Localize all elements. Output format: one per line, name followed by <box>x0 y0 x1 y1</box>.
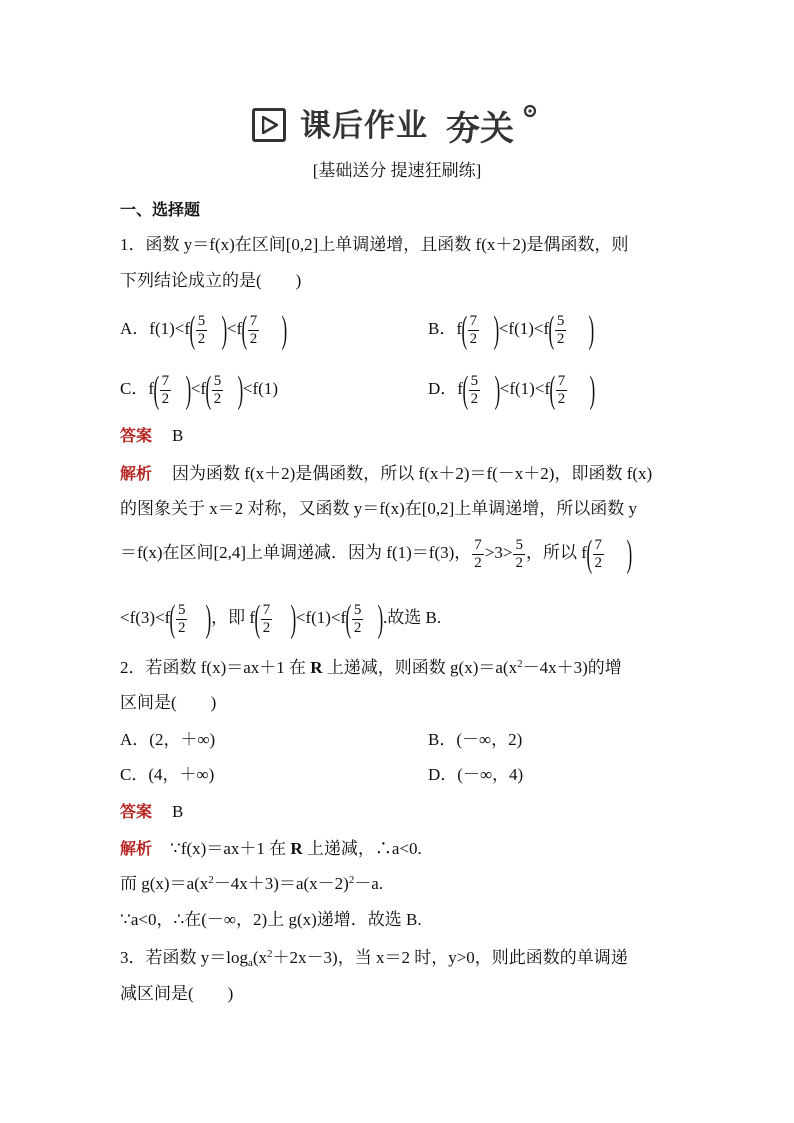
math-text: 7 <box>469 312 478 329</box>
analysis-label: 解析 <box>120 464 153 483</box>
math-text: ( <box>169 598 176 641</box>
math-text: f <box>544 379 551 398</box>
math-text: f <box>456 319 463 338</box>
math-text: < <box>498 319 509 338</box>
math-text: ) <box>281 309 288 352</box>
math-text: 5 <box>213 372 222 389</box>
fraction <box>261 602 273 637</box>
analysis-text: .故选 B. <box>383 608 442 627</box>
stem-text: ＋2x－3)，当 x＝2 时，y>0，则此函数的单调递 <box>272 948 628 967</box>
option-label: D． <box>428 379 458 398</box>
math-text: 2 <box>213 390 222 407</box>
math-text: ( <box>549 369 556 412</box>
answer-label: 答案 <box>120 426 153 445</box>
q1-option-b <box>428 309 594 350</box>
math-text: 2 <box>469 330 478 347</box>
analysis-text: <f(3)<f <box>120 608 171 627</box>
math-text: 5 <box>197 312 206 329</box>
stem-text: －4x＋3)的增 <box>522 658 622 677</box>
fraction <box>352 602 364 637</box>
math-text: 2 <box>249 330 258 347</box>
fraction <box>593 537 605 572</box>
fraction <box>176 602 188 637</box>
math-text: f <box>148 379 155 398</box>
stem-text: (x <box>252 948 268 967</box>
q2-analysis-line1 <box>120 837 422 861</box>
math-text: ) <box>493 309 500 352</box>
math-text: 7 <box>262 601 271 618</box>
math-text: f <box>184 319 191 338</box>
fraction <box>248 313 260 348</box>
math-text: ) <box>290 598 297 641</box>
math-text: ( <box>153 369 160 412</box>
option-label: A． <box>120 319 150 338</box>
q1-option-a <box>120 309 287 350</box>
math-text: < <box>190 379 201 398</box>
q1-analysis-line1 <box>120 462 652 486</box>
option-label: B． <box>428 319 457 338</box>
analysis-text: ，即 f <box>211 608 256 627</box>
fraction <box>469 373 481 408</box>
analysis-text: －4x＋3)＝a(x－2) <box>213 874 349 893</box>
stem-text: a <box>247 957 253 969</box>
math-text: 2 <box>556 330 565 347</box>
answer-value: B <box>172 802 184 821</box>
math-text: f <box>200 379 207 398</box>
math-text: 5 <box>470 372 479 389</box>
q1-stem-line1: 1．函数 y＝f(x)在区间[0,2]上单调递增，且函数 f(x＋2)是偶函数，则 <box>120 235 629 254</box>
math-text: 2 <box>353 619 362 636</box>
fraction <box>513 537 525 572</box>
q2-option-b: B．(－∞，2) <box>428 730 523 749</box>
header-title: 课后作业 <box>300 108 428 144</box>
analysis-text: ＝f(x)在区间[2,4]上单调递减．因为 f(1)＝f(3)， <box>120 543 472 562</box>
math-text: f(1) <box>149 319 175 338</box>
math-text: ( <box>189 309 196 352</box>
math-text: ) <box>588 309 595 352</box>
math-text: f(1) <box>252 379 278 398</box>
math-text: ( <box>205 369 212 412</box>
q1-analysis-line2: 的图象关于 x＝2 对称，又函数 y＝f(x)在[0,2]上单调递增，所以函数 y <box>120 499 638 518</box>
math-text: 5 <box>177 601 186 618</box>
stem-text: R <box>310 658 323 677</box>
math-text: f <box>457 379 463 398</box>
page-header <box>0 104 794 150</box>
math-text: 5 <box>353 601 362 618</box>
math-text: 7 <box>161 372 170 389</box>
fraction <box>160 373 172 408</box>
q2-option-c: C．(4，＋∞) <box>120 765 215 784</box>
q2-stem-line1 <box>120 656 622 680</box>
math-text: 7 <box>594 536 603 553</box>
analysis-text: >3> <box>484 543 513 562</box>
math-text: ) <box>494 369 501 412</box>
math-text: ) <box>626 533 633 576</box>
math-text: 7 <box>249 312 258 329</box>
stem-text: 2 <box>517 658 523 670</box>
analysis-text: 2 <box>348 874 355 886</box>
fraction <box>212 373 224 408</box>
q1-analysis-line4 <box>120 598 441 639</box>
q1-analysis-line3 <box>120 533 632 574</box>
analysis-label: 解析 <box>120 839 153 858</box>
stem-text: 2．若函数 f(x)＝ax＋1 在 <box>120 658 311 677</box>
math-text: ) <box>589 369 596 412</box>
fraction <box>196 313 208 348</box>
math-text: < <box>174 319 185 338</box>
math-text: 2 <box>177 619 186 636</box>
analysis-text: R <box>290 839 303 858</box>
math-text: ( <box>461 309 468 352</box>
q2-answer <box>120 800 183 824</box>
analysis-text: 2 <box>208 874 214 886</box>
brand-logo-text: 夯关 <box>446 109 514 148</box>
q1-stem-line2: 下列结论成立的是( ) <box>120 271 302 290</box>
math-text: 2 <box>470 390 479 407</box>
answer-value: B <box>172 426 184 445</box>
math-text: ( <box>462 369 469 412</box>
math-text: ( <box>548 309 555 352</box>
math-text: 7 <box>557 372 566 389</box>
q1-option-d <box>428 369 595 410</box>
q2-option-d: D．(－∞，4) <box>428 765 524 784</box>
analysis-text: ，所以 f <box>525 543 587 562</box>
brand-logo <box>446 104 542 148</box>
analysis-text: ∵f(x)＝ax＋1 在 <box>170 839 291 858</box>
math-text: 2 <box>197 330 206 347</box>
math-text: 2 <box>161 390 170 407</box>
math-text: ) <box>221 309 228 352</box>
math-text: ( <box>254 598 261 641</box>
math-text: 7 <box>474 536 482 553</box>
analysis-text: 因为函数 f(x＋2)是偶函数，所以 f(x＋2)＝f(－x＋2)，即函数 f(x) <box>172 464 653 483</box>
analysis-text: 而 g(x)＝a(x <box>120 874 209 893</box>
fraction <box>468 313 480 348</box>
fraction <box>472 537 484 572</box>
math-text: < <box>534 379 545 398</box>
math-text: 5 <box>515 536 523 553</box>
math-text: < <box>533 319 544 338</box>
math-text: ( <box>345 598 352 641</box>
math-text: < <box>499 379 510 398</box>
math-text: 2 <box>557 390 566 407</box>
play-icon <box>252 108 286 142</box>
math-text: ) <box>185 369 192 412</box>
stem-text: 3．若函数 y＝log <box>120 948 248 967</box>
q3-stem-line1 <box>120 946 628 970</box>
q2-analysis-line3: ∵a<0，∴在(－∞，2)上 g(x)递增．故选 B. <box>120 910 422 929</box>
stem-text: 上递减，则函数 g(x)＝a(x <box>322 658 518 677</box>
page-subtitle: [基础送分 提速狂刷练] <box>312 161 482 180</box>
math-text: 2 <box>594 554 603 571</box>
q2-stem-line2: 区间是( ) <box>120 693 217 712</box>
answer-label: 答案 <box>120 802 153 821</box>
math-text: 5 <box>556 312 565 329</box>
analysis-text: 上递减，∴a<0. <box>302 839 422 858</box>
math-text: 2 <box>474 554 482 571</box>
fraction <box>556 373 568 408</box>
analysis-text: －a. <box>354 874 384 893</box>
q3-stem-line2: 减区间是( ) <box>120 984 234 1003</box>
math-text: ( <box>241 309 248 352</box>
section-title: 一、选择题 <box>120 200 201 219</box>
fraction <box>555 313 567 348</box>
math-text: f(1) <box>508 319 534 338</box>
math-text: f(1) <box>509 379 535 398</box>
analysis-text: <f(1)<f <box>295 608 347 627</box>
q2-analysis-line2 <box>120 872 383 896</box>
math-text: < <box>226 319 237 338</box>
option-label: C． <box>120 379 149 398</box>
math-text: ) <box>377 598 384 641</box>
q2-option-a: A．(2，＋∞) <box>120 730 216 749</box>
stem-text: 2 <box>267 948 273 960</box>
math-text: f <box>543 319 550 338</box>
math-text: < <box>242 379 253 398</box>
q1-option-c <box>120 369 278 410</box>
math-text: f <box>236 319 243 338</box>
math-text: 2 <box>262 619 271 636</box>
math-text: ) <box>205 598 212 641</box>
math-text: ( <box>586 533 593 576</box>
q1-answer <box>120 424 183 448</box>
math-text: 2 <box>515 554 523 571</box>
math-text: ) <box>237 369 244 412</box>
